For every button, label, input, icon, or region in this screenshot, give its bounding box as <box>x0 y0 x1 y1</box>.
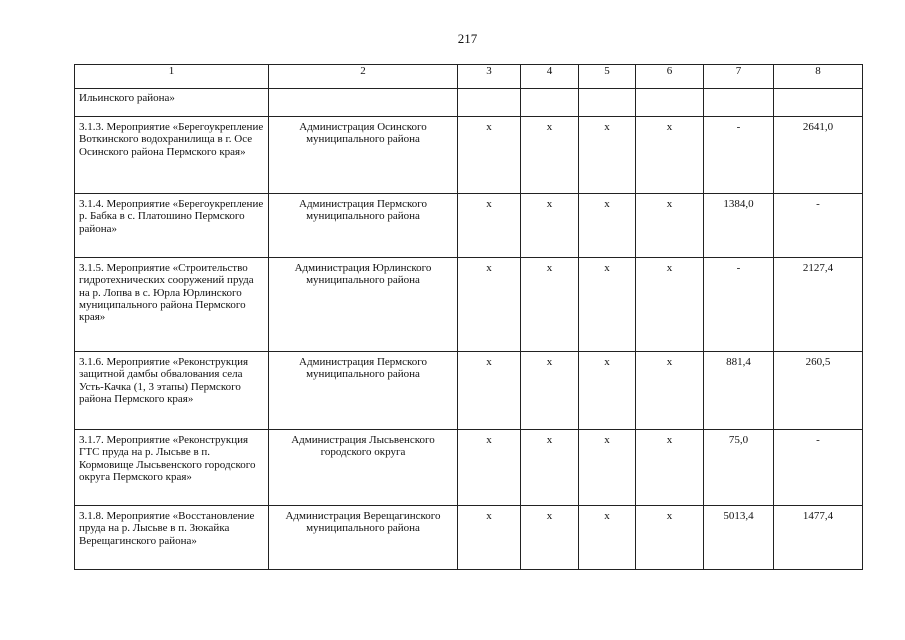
empty-cell <box>458 89 521 117</box>
measure-name-cell: 3.1.7. Мероприятие «Реконструкция ГТС пруда на р. Лысьве в п. Кормовище Лысьвенского городского округа Пермского края» <box>75 430 269 506</box>
measure-name-cell: Ильинского района» <box>75 89 269 117</box>
header-cell: 1 <box>75 65 269 89</box>
col6-cell: х <box>636 258 704 352</box>
col6-cell: х <box>636 430 704 506</box>
col7-value-cell: - <box>704 117 774 194</box>
header-cell: 6 <box>636 65 704 89</box>
col4-cell: х <box>521 506 579 570</box>
col8-value-cell: 260,5 <box>774 352 863 430</box>
col5-cell: х <box>579 258 636 352</box>
empty-cell <box>774 89 863 117</box>
col5-cell: х <box>579 194 636 258</box>
col4-cell: х <box>521 194 579 258</box>
empty-cell <box>704 89 774 117</box>
col8-value-cell: 1477,4 <box>774 506 863 570</box>
col3-cell: х <box>458 194 521 258</box>
header-cell: 2 <box>269 65 458 89</box>
measure-name-cell: 3.1.6. Мероприятие «Реконструкция защитной дамбы обвалования села Усть-Качка (1, 3 этапы) Пермского района Пермского края» <box>75 352 269 430</box>
header-cell: 3 <box>458 65 521 89</box>
measure-name-cell: 3.1.4. Мероприятие «Берегоукрепление р. Бабка в с. Платошино Пермского района» <box>75 194 269 258</box>
table-row <box>75 352 863 430</box>
header-cell: 5 <box>579 65 636 89</box>
measure-name-cell: 3.1.5. Мероприятие «Строительство гидротехнических сооружений пруда на р. Лопва в с. Юрла Юрлинского муниципального района Пермского края» <box>75 258 269 352</box>
col5-cell: х <box>579 506 636 570</box>
agency-cell: Администрация Юрлинского муниципального района <box>269 258 458 352</box>
col3-cell: х <box>458 506 521 570</box>
col5-cell: х <box>579 430 636 506</box>
col7-value-cell: 881,4 <box>704 352 774 430</box>
table-row <box>75 258 863 352</box>
agency-cell: Администрация Пермского муниципального района <box>269 352 458 430</box>
col3-cell: х <box>458 258 521 352</box>
col3-cell: х <box>458 430 521 506</box>
col8-value-cell: 2127,4 <box>774 258 863 352</box>
agency-cell: Администрация Пермского муниципального района <box>269 194 458 258</box>
empty-cell <box>579 89 636 117</box>
col8-value-cell: - <box>774 194 863 258</box>
table-row <box>75 194 863 258</box>
col6-cell: х <box>636 194 704 258</box>
col8-value-cell: - <box>774 430 863 506</box>
col5-cell: х <box>579 117 636 194</box>
col7-value-cell: 75,0 <box>704 430 774 506</box>
header-cell: 7 <box>704 65 774 89</box>
agency-cell: Администрация Лысьвенского городского округа <box>269 430 458 506</box>
header-cell: 8 <box>774 65 863 89</box>
col4-cell: х <box>521 352 579 430</box>
col6-cell: х <box>636 352 704 430</box>
measure-name-cell: 3.1.3. Мероприятие «Берегоукрепление Воткинского водохранилища в г. Осе Осинского района Пермского края» <box>75 117 269 194</box>
empty-cell <box>636 89 704 117</box>
agency-cell <box>269 89 458 117</box>
measure-name-cell: 3.1.8. Мероприятие «Восстановление пруда на р. Лысьве в п. Зюкайка Верещагинского района» <box>75 506 269 570</box>
col8-value-cell: 2641,0 <box>774 117 863 194</box>
agency-cell: Администрация Осинского муниципального района <box>269 117 458 194</box>
agency-cell: Администрация Верещагинского муниципального района <box>269 506 458 570</box>
col6-cell: х <box>636 117 704 194</box>
page-number: 217 <box>457 31 478 46</box>
col4-cell: х <box>521 117 579 194</box>
table-row-continuation <box>75 89 863 117</box>
empty-cell <box>521 89 579 117</box>
table-row <box>75 506 863 570</box>
table-row <box>75 430 863 506</box>
col7-value-cell: 5013,4 <box>704 506 774 570</box>
col7-value-cell: - <box>704 258 774 352</box>
header-cell: 4 <box>521 65 579 89</box>
col3-cell: х <box>458 352 521 430</box>
col3-cell: х <box>458 117 521 194</box>
col6-cell: х <box>636 506 704 570</box>
table-row <box>75 117 863 194</box>
col4-cell: х <box>521 258 579 352</box>
table-header-row <box>75 65 863 89</box>
col5-cell: х <box>579 352 636 430</box>
budget-table <box>74 64 863 570</box>
col4-cell: х <box>521 430 579 506</box>
col7-value-cell: 1384,0 <box>704 194 774 258</box>
